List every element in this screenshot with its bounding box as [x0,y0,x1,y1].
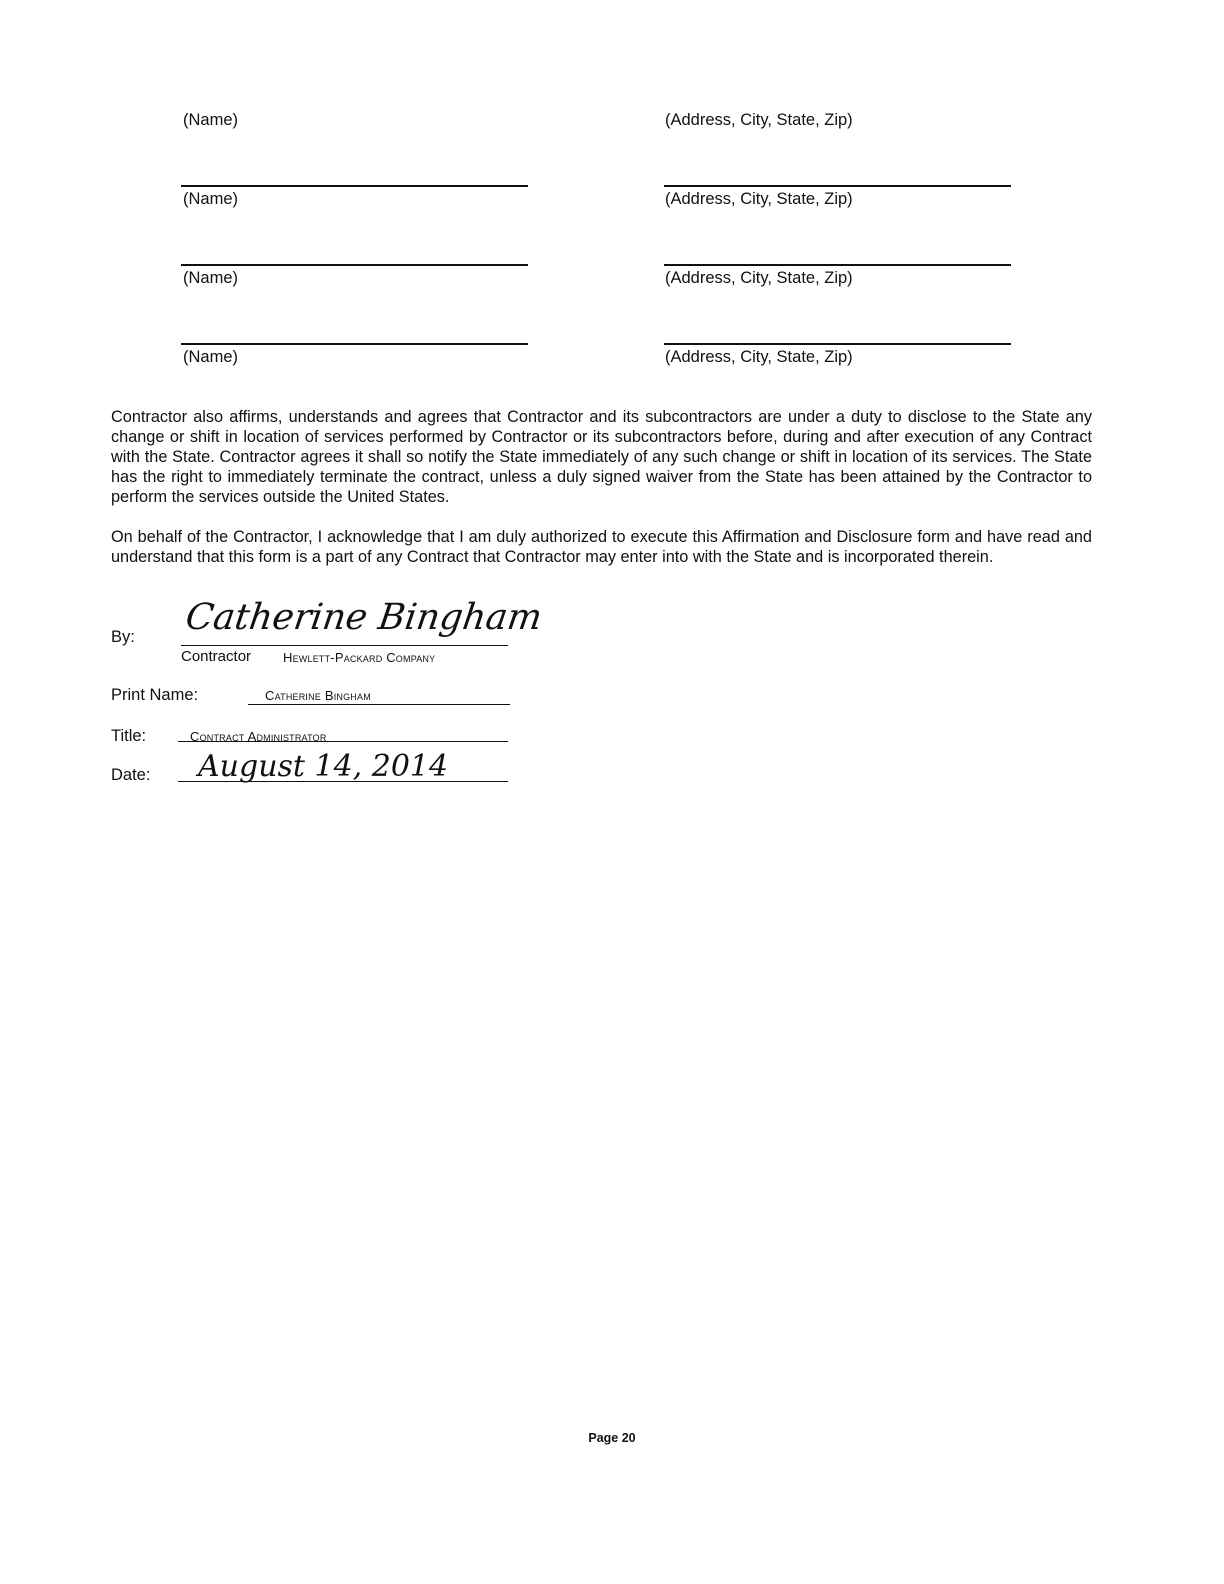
contractor-label: Contractor [181,648,252,665]
title-label: Title: [111,727,147,745]
name-label: (Name) [183,348,239,366]
title-value: Contract Administrator [190,729,327,744]
address-label: (Address, City, State, Zip) [665,190,853,208]
name-label: (Name) [183,111,239,129]
address-label: (Address, City, State, Zip) [665,348,853,366]
address-line [664,343,1011,345]
name-line [181,264,528,266]
handwritten-signature: Catherine Bingham [183,597,545,638]
handwritten-date: August 14, 2014 [198,749,449,784]
address-line [664,185,1011,187]
date-label: Date: [111,766,151,784]
print-name-line [248,704,510,705]
address-label: (Address, City, State, Zip) [665,269,853,287]
address-label: (Address, City, State, Zip) [665,111,853,129]
signature-line [181,645,508,646]
address-line [664,264,1011,266]
name-line [181,343,528,345]
acknowledgement-paragraph: On behalf of the Contractor, I acknowledge that I am duly authorized to execute this Affirmation and Disclosure form and have read and understand that this form is a part of any Contract that Contractor may enter into with the State and is incorporated therein. [111,528,1092,566]
date-line [178,781,508,782]
by-label: By: [111,628,135,646]
print-name-label: Print Name: [111,686,199,704]
affirmation-paragraph: Contractor also affirms, understands and agrees that Contractor and its subcontractors are under a duty to disclose to the State any change or shift in location of services performed by Contractor or its subcontractors before, during and after execution of any Contract with the State. Contractor agrees it shall so notify the State immediately of any such change or shift in location of its services. The State has the right to immediately terminate the contract, unless a duly signed waiver from the State has been attained by the Contractor to perform the services outside the United States. [111,408,1092,506]
name-label: (Name) [183,190,239,208]
name-line [181,185,528,187]
company-name: Hewlett-Packard Company [283,650,436,665]
name-label: (Name) [183,269,239,287]
page-number: Page 20 [588,1431,636,1445]
title-line [178,741,508,742]
print-name-value: Catherine Bingham [265,688,371,703]
